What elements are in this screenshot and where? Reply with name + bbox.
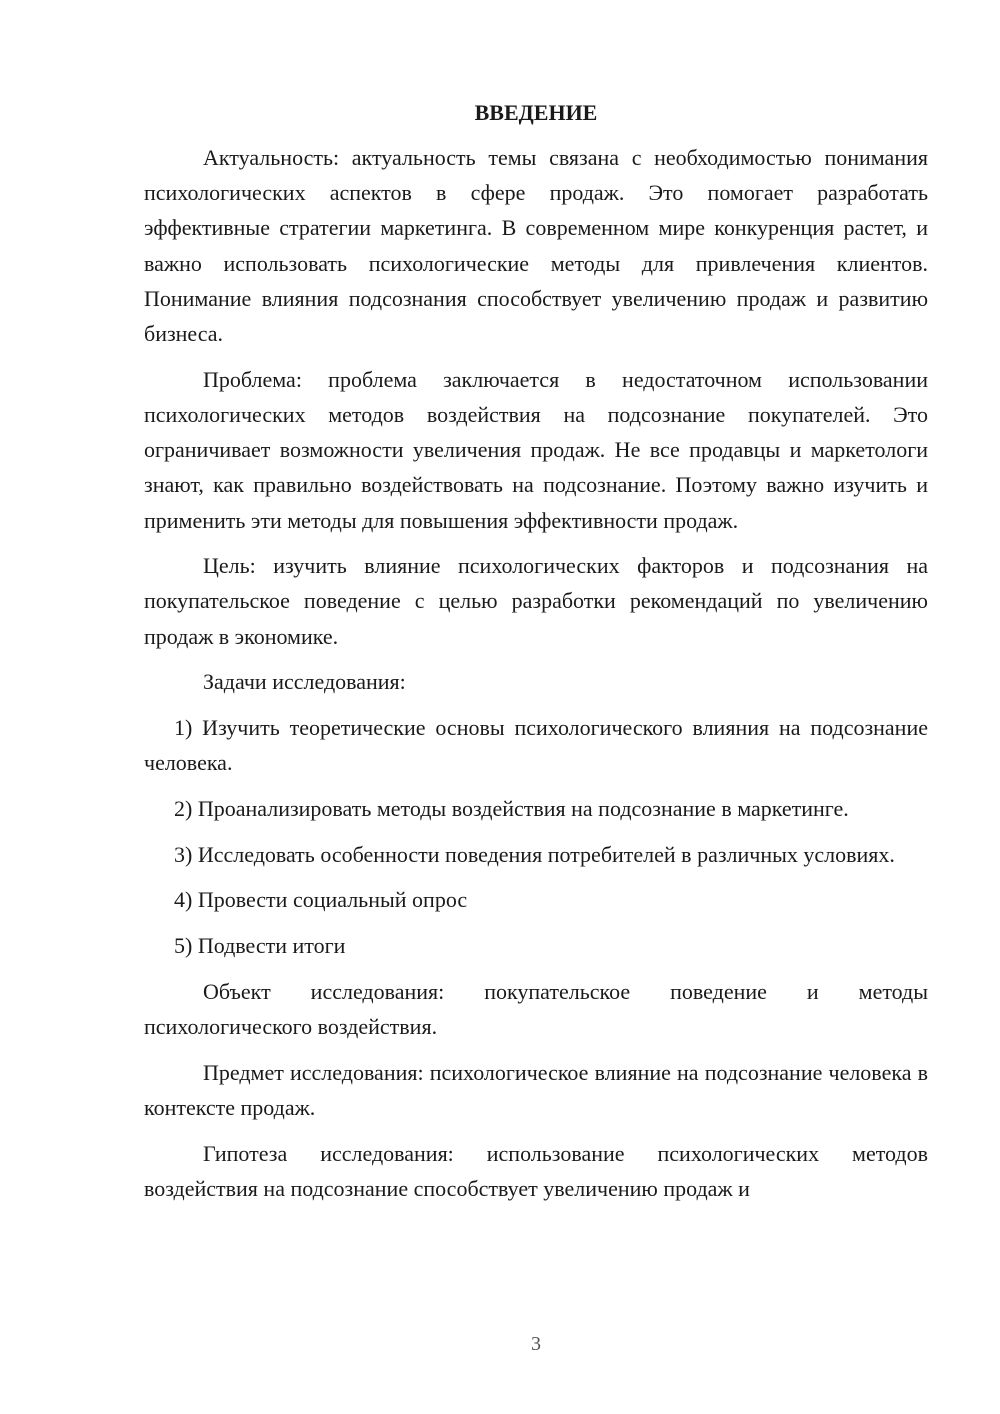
task-list-item-4: 4) Провести социальный опрос <box>174 887 468 913</box>
task-list-item-1: 1) Изучить теоретические основы психологического влияния на подсознание человека. <box>144 715 928 776</box>
task-list-item-3: 3) Исследовать особенности поведения потребителей в различных условиях. <box>174 841 895 867</box>
paragraph-object: Объект исследования: покупательское поведение и методы психологического воздействия. <box>144 978 928 1039</box>
paragraph-subject: Предмет исследования: психологическое влияние на подсознание человека в контексте продаж. <box>144 1059 928 1120</box>
task-list-item-5: 5) Подвести итоги <box>174 933 346 959</box>
page-content <box>144 95 928 1216</box>
task-list-item-2: 2) Проанализировать методы воздействия на подсознание в маркетинге. <box>174 795 849 821</box>
paragraph-problem: Проблема: проблема заключается в недостаточном использовании психологических методов воздействия на подсознание покупателей. Это ограничивает возможности увеличения продаж. Не все продавцы и маркетологи знают, как правильно воздействовать на подсознание. Поэтому важно изучить и применить эти методы для повышения эффективности продаж. <box>144 366 928 533</box>
paragraph-goal: Цель: изучить влияние психологических факторов и подсознания на покупательское поведение с целью разработки рекомендаций по увеличению продаж в экономике. <box>144 553 928 649</box>
paragraph-relevance: Актуальность: актуальность темы связана с необходимостью понимания психологических аспектов в сфере продаж. Это помогает разработать эффективные стратегии маркетинга. В современном мире конкуренция растет, и важно использовать психологические методы для привлечения клиентов. Понимание влияния подсознания способствует увеличению продаж и развитию бизнеса. <box>144 145 928 347</box>
paragraph-hypothesis: Гипотеза исследования: использование психологических методов воздействия на подсознание способствует увеличению продаж и <box>144 1140 928 1201</box>
paragraph-tasks-intro: Задачи исследования: <box>203 669 406 695</box>
section-heading: ВВЕДЕНИЕ <box>474 100 598 125</box>
page-number: 3 <box>531 1333 541 1355</box>
